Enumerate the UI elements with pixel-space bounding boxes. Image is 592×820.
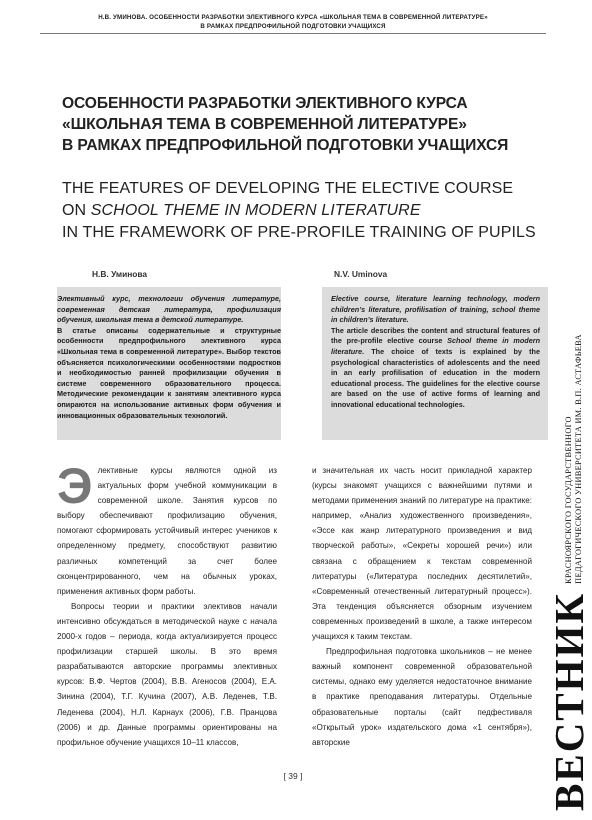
abstract-en [331,294,540,411]
abstract-ru [57,294,281,421]
body-right-paragraph-1: и значительная их часть носит прикладной характер (курсы знакомят учащихся с важнейшими путями и методами применения знаний по литературе на практике: например, «Анализ художественного произведения», «Эссе как жанр литературного произведения и вид творческой работы», «Секреты хорошей речи») или связана с обращением к текстам современной литературы («Литература последних десятилетий», «Современный отечественный литературный процесс»). Эта тенденция объясняется обзорным изучением современных произведений в школе, а также интересом учащихся к таким текстам. [312,466,532,642]
abstract-en-keywords: Elective course, literature learning technology, modern children’s literature, profilisation of training, school theme in children’s literature. [331,294,540,325]
title-en-line-2-italic: SCHOOL THEME IN MODERN LITERATURE [90,202,421,219]
title-en-line-2-prefix: ON [62,202,91,219]
journal-logo [546,334,592,811]
journal-name: ВЕСТНИК [546,591,592,811]
journal-subtitle [564,334,587,584]
running-head-line-1: Н.В. УМИНОВА. ОСОБЕННОСТИ РАЗРАБОТКИ ЭЛЕКТИВНОГО КУРСА «ШКОЛЬНАЯ ТЕМА В СОВРЕМЕННОЙ ЛИТЕРАТУРЕ» [98,14,488,21]
abstract-en-text [331,326,540,411]
author-ru: Н.В. Уминова [92,269,148,279]
journal-subtitle-line-1: КРАСНОЯРСКОГО ГОСУДАРСТВЕННОГО [564,416,573,584]
body-left-p1-text: лективные курсы являются одной из актуальных форм учебной коммуникации в современной школе. Занятия курсов по выбору обеспечивают профилизацию обучения, помогают сформировать устойчивый интерес учеников к определенному предмету, способствуют развитию различных компетенций за счет более сконцентрированного, чем на обычных уроках, применения активных форм работы. [57,466,277,596]
body-column-left [57,458,277,750]
body-left-paragraph-1 [57,458,277,599]
title-ru-line-3: В РАМКАХ ПРЕДПРОФИЛЬНОЙ ПОДГОТОВКИ УЧАЩИХСЯ [62,137,509,154]
title-ru-line-1: ОСОБЕННОСТИ РАЗРАБОТКИ ЭЛЕКТИВНОГО КУРСА [62,95,468,112]
page-number: [ 39 ] [283,771,303,781]
article-title-ru [62,93,532,156]
author-en: N.V. Uminova [334,269,388,279]
body-column-right [312,463,532,750]
drop-cap: Э [57,458,93,514]
body-right-paragraph-2: Предпрофильная подготовка школьников – не менее важный компонент современной образовательной системы, однако ему уделяется недостаточное внимание в практике преподавания литературы. Отдельные образовательные порталы (сайт педфестиваля «Открытый урок» издательского дома «1 сентября»), авторские [312,647,532,747]
article-title-en [62,178,542,244]
journal-subtitle-line-2: ПЕДАГОГИЧЕСКОГО УНИВЕРСИТЕТА ИМ. В.П. АСТАФЬЕВА [574,334,583,584]
abstract-ru-keywords: Элективный курс, технологии обучения литературе, современная детская литература, профилизация обучения, школьная тема в детской литературе. [57,294,281,325]
title-en-line-3: IN THE FRAMEWORK OF PRE-PROFILE TRAINING OF PUPILS [62,224,536,241]
running-head [40,13,546,31]
abstract-en-text-a: The article describes the content and structural features of the pre-profile elective course [331,325,540,346]
title-en-line-1: THE FEATURES OF DEVELOPING THE ELECTIVE COURSE [62,180,514,197]
body-left-paragraph-2: Вопросы теории и практики элективов начали интенсивно обсуждаться в методической науке с начала 2000-х годов – периода, когда актуализируется процесс профилизации старшей школы. В это время разрабатываются авторские программы элективных курсов: В.Ф. Чертов (2004), В.В. Агеносов (2004), Е.А. Зинина (2004), Т.Г. Кучина (2007), А.В. Леденев, Т.В. Леденева (2004), Н.Л. Карнаух (2006), Г.В. Пранцова (2006) и др. Данные программы ориентированы на профильное обучение учащихся 10–11 классов, [57,601,277,747]
abstract-en-text-italic: School theme in modern literature [331,336,540,356]
running-head-line-2: В РАМКАХ ПРЕДПРОФИЛЬНОЙ ПОДГОТОВКИ УЧАЩИХСЯ [200,23,386,30]
abstract-ru-text: В статье описаны содержательные и структурные особенности предпрофильного элективного курса «Школьная тема в современной литературе». Выбор текстов объясняется психологическими особенностями подростков и необходимостью ранней профилизации обучения в системе современного образовательного процесса. Методические рекомендации к занятиям элективного курса опираются на использование активных форм обучения и инновационных образовательных технологий. [57,325,281,420]
running-head-rule [40,33,546,34]
title-ru-line-2: «ШКОЛЬНАЯ ТЕМА В СОВРЕМЕННОЙ ЛИТЕРАТУРЕ» [62,116,467,133]
abstract-en-text-b: . The choice of texts is explained by the psychological characteristics of adolescents and the need in an early profilisation of education in the modern educational process. The guidelines for the elective course are based on the use of active forms of learning and innovational educational technologies. [331,346,540,409]
